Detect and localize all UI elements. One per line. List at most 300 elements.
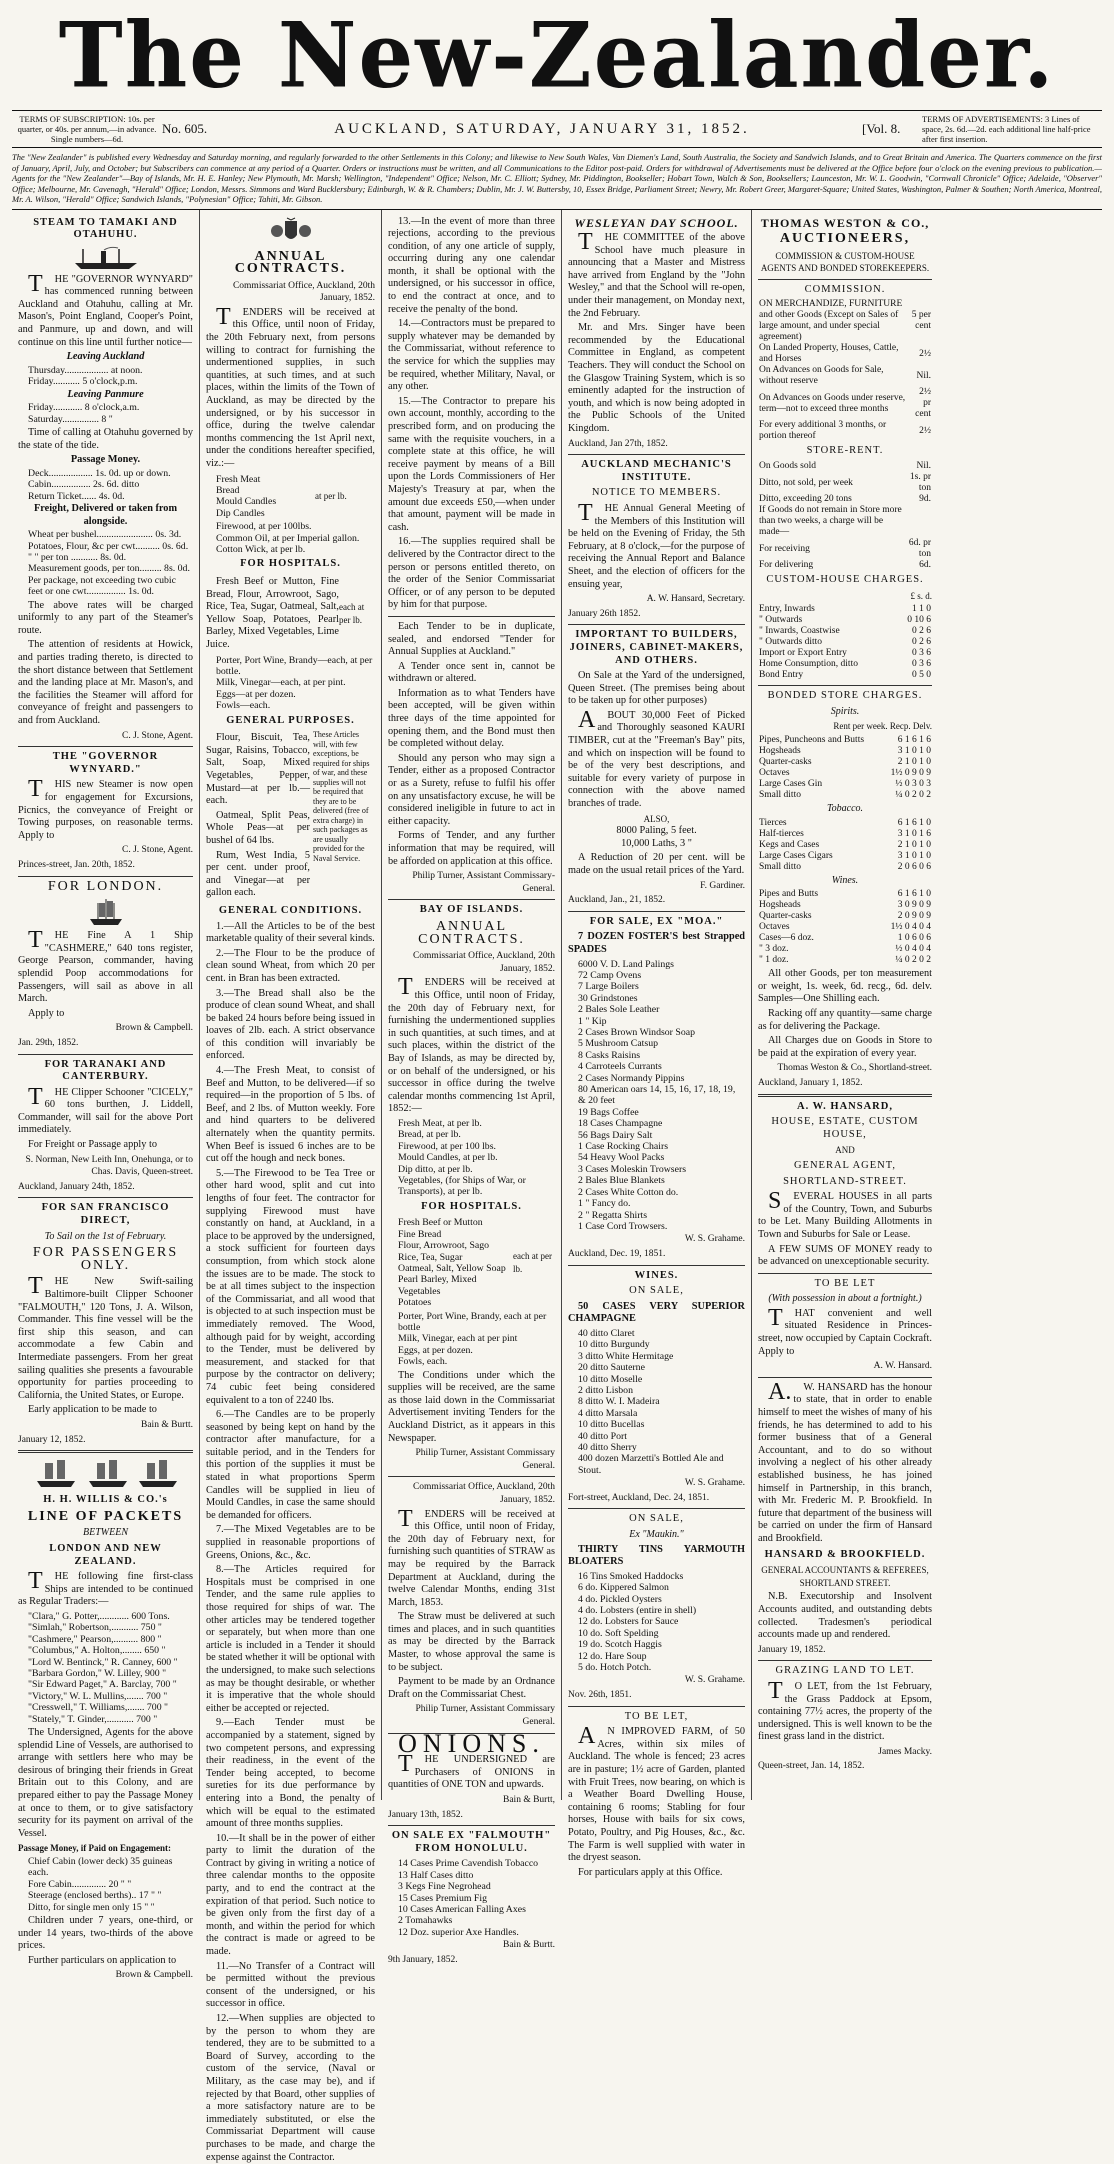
freight-row: Measurement goods, per ton......... 8s. 0d. — [28, 563, 190, 575]
table-row — [758, 343, 932, 365]
table-cell: Cases—6 doz. — [759, 933, 814, 944]
sale-item: 1 " Fancy do. — [578, 1198, 631, 1210]
ad-body: THIS new Steamer is now open for engagement for Excursions, Picnics, the conveyance of Freight or Towing purposes, on reasonable terms. Apply to — [18, 776, 193, 841]
ad-body: THE UNDERSIGNED are Purchasers of ONIONS in quantities of ONE TON and upwards. — [388, 1751, 555, 1791]
ad-heading: STORE-RENT. — [806, 445, 884, 457]
ad-signature: Philip Turner, Assistant Commissary-General. — [412, 871, 555, 894]
ship-row: "Victory," W. L. Mullins,....... 700 " — [28, 1690, 168, 1702]
table-row — [758, 461, 932, 472]
ad-heading: GENERAL CONDITIONS. — [218, 904, 363, 916]
table-cell: Large Cases Gin — [759, 779, 823, 790]
table-cell: " 3 doz. — [759, 944, 789, 955]
supply-item: Bread, at per lb. — [398, 1129, 461, 1141]
sale-item: 19 do. Scotch Haggis — [578, 1639, 662, 1651]
table-subheading: Tobacco. — [826, 803, 864, 815]
ad-note: These Articles will, with few exceptions, be required for ships of war, and these supplies will not be required that they are to be delivered (free of extra charge) in such packages as are usually provided for the Naval Service. — [313, 730, 370, 863]
ad-heading: GRAZING LAND TO LET. — [775, 1665, 915, 1677]
schedule-row: Saturday............... 8 " — [28, 413, 113, 425]
tobacco-table — [758, 818, 932, 873]
freight-row: Wheat per bushel....................... 0s. 3d. — [28, 529, 182, 541]
ad-body: AN IMPROVED FARM, of 50 Acres, within six miles of Auckland. The whole is fenced; 23 acres are in pasture; 1½ acre of Garden, planted with Fruit Trees, now bearing, on which is a Weather Board Dwelling House, containing 6 rooms; Stabling for four horses, House with bails for six cows, Potato, Poultry, and Pig Houses, &c., &c. The Farm is well supplied with water in the dryest season. — [568, 1723, 745, 1864]
ship-row: "Columbus," A. Holton,........ 650 " — [28, 1645, 166, 1657]
freight-row: Potatoes, Flour, &c per cwt.......... 0s. 6d. — [28, 540, 189, 552]
publication-notice: The "New Zealander" is published every Wednesday and Saturday morning, and regularly forwarded to the other Settlements in this Colony; and likewise to New South Wales, Van Diemen's Land, South Australia, the Society and Sandwich Islands, and to Great Britain and America. The Quarters commence on the first of January, April, July, and October; but Subscribers can commence at any period of a Quarter. Orders or instructions must be written, and all Communications to the Editor post-paid. Orders for withdrawal of Advertisements must be delivered at the Office before four o'clock on the evening previous to publication.—Agents for the "New Zealander"—Bay of Islands, Mr. H. E. Hanley; New Plymouth, Mr. Marsh; Wellington, "Independent" Office; Nelson, Mr. C. Elliott; Sydney, Mr. Piddington, Bookseller; Hobart Town, Walch & Son, Booksellers; Launceston, Mr. W. L. Goodwin, "Cornwall Chronicle" Office; Adelaide, "Observer" Office; Melbourne, Mr. Cavenagh, "Herald" Office; London, Messrs. Simmons and Ward Bucklersbury; Edinburgh, W. & R. Chambers; Dublin, Mr. J. W. Buttersby, 10, Essex Bridge, Parliament Street; Newry, Mr. Robert Greer, Margaret-Square; United States, Washington, Palmer & Southen; North America, Montreal, Mr. A. Wilson, "Herald" Office; Sandwich Islands, "Polynesian" Office; Tahiti, Mr. Gibson. — [12, 148, 1102, 210]
price-unit: each at per lb. — [513, 1251, 552, 1274]
supply-item: Fine Bread — [398, 1228, 442, 1240]
ad-subheading: THIRTY TINS YARMOUTH BLOATERS — [568, 1543, 745, 1568]
fare-row: Ditto, for single men only 15 " " — [28, 1901, 155, 1913]
ship-row: "Barbara Gordon," W. Lilley, 900 " — [28, 1667, 167, 1679]
ad-signature: Philip Turner, Assistant Commissary General. — [415, 1448, 555, 1471]
table-cell: Quarter-casks — [759, 757, 812, 768]
ad-date: Auckland, Jan., 21, 1852. — [568, 895, 666, 906]
ad-subheading: COMMISSION & CUSTOM-HOUSE AGENTS AND BONDED STOREKEEPERS. — [760, 250, 930, 274]
ad-date: Jan. 29th, 1852. — [18, 1037, 79, 1048]
sale-item: 12 Doz. superior Axe Handles. — [398, 1926, 519, 1938]
issue-number: No. 605. — [162, 121, 208, 136]
schedule-row: Friday............ 8 o'clock,a.m. — [28, 402, 140, 414]
ad-date: Queen-street, Jan. 14, 1852. — [758, 1761, 865, 1772]
ad-heading: CUSTOM-HOUSE CHARGES. — [766, 574, 924, 586]
ad-body: TENDERS will be received at this Office, until noon of Friday, the 20th day of February next, for furnishing the undermentioned supplies in such quantities, at such times, and at such places, within the district of the Bay of Islands, as may be directed by, or on behalf of the undersigned, or his successor in office during the twelve calendar months commencing 1st April, 1852:— — [388, 974, 555, 1115]
table-row — [758, 615, 932, 626]
supply-item: Fresh Beef or Mutton — [398, 1217, 483, 1229]
table-cell: 0 3 6 — [912, 648, 931, 659]
supply-item: Firewood, at per 100 lbs. — [398, 1140, 496, 1152]
ad-body: Fresh Beef or Mutton, Fine Bread, Flour, Arrowroot, Sago, Rice, Tea, Sugar, Oatmeal, Salt, Yellow Soap, Potatoes, Pearl Barley, Mixed Vegetables, Lime Juice. — [206, 576, 339, 650]
ad-heading: LONDON AND NEW ZEALAND. — [49, 1542, 162, 1567]
fare-row: Return Ticket...... 4s. 0d. — [28, 490, 125, 502]
table-row — [758, 299, 932, 343]
ad-body: For Freight or Passage apply to — [28, 1139, 157, 1151]
ad-body: The Undersigned, Agents for the above splendid Line of Vessels, are authorised to arrange with settlers here who may be desirous of bringing their friends in Great Britain out to this Colony, and are prepared either to pay the Passage Money at once to them, or to give satisfactory security for its payment on arrival of the Vessel. — [18, 1726, 193, 1839]
table-cell: Half-tierces — [759, 828, 804, 839]
ad-body: Flour, Biscuit, Tea, Sugar, Raisins, Tobacco, Salt, Soap, Mixed Vegetables, Pepper, Mustard—at per lb.—each. — [206, 732, 310, 807]
ad-signature: Bain & Burtt. — [503, 1940, 555, 1951]
condition: 6.—The Candles are to be properly seasoned by being kept on hand by the contractor after manufacture, for a suitable period, and in the Tenders for this portion of the supplies it must be stated in what proportions Sperm Candles will be supplied in lieu of Mould Candles, in case the same should be demanded for officers. — [206, 1409, 375, 1521]
table-cell: 1½ 0 9 0 9 — [890, 768, 931, 779]
ad-body: Oatmeal, Split Peas, Whole Peas—at per bushel of 64 lbs. — [206, 809, 310, 846]
sale-item: 5 do. Hotch Potch. — [578, 1661, 652, 1673]
subscription-terms: TERMS OF SUBSCRIPTION: 10s. per quarter, or 40s. per annum,—in advance. Single numbers—6d. — [17, 114, 157, 144]
supply-item: Milk, Vinegar—each, at per pint. — [216, 677, 346, 689]
supply-item: Porter, Port Wine, Brandy, each at per bottle — [398, 1310, 547, 1333]
ad-date: 9th January, 1852. — [388, 1954, 458, 1965]
sale-item: 400 dozen Marzetti's Bottled Ale and Stout. — [578, 1453, 724, 1476]
table-row — [758, 494, 932, 505]
sale-item: 3 Cases Moleskin Trowsers — [578, 1163, 687, 1175]
ad-body: THE following fine first-class Ships are intended to be continued as Regular Traders:— — [18, 1568, 193, 1608]
ad-body: For particulars apply at this Office. — [578, 1866, 723, 1878]
table-row — [758, 889, 932, 900]
table-row — [758, 626, 932, 637]
table-cell: 2 1 0 1 0 — [897, 757, 931, 768]
table-cell: 2½ pr cent — [915, 387, 931, 420]
sale-item: 40 ditto Port — [578, 1430, 627, 1442]
table-row — [758, 851, 932, 862]
ad-heading: ON SALE, — [629, 1513, 684, 1525]
sale-item: 4 do. Pickled Oysters — [578, 1593, 662, 1605]
table-cell: 5 per cent — [911, 310, 931, 332]
sale-item: 10 ditto Burgundy — [578, 1339, 650, 1351]
ad-heading: WINES. — [634, 1269, 679, 1281]
fare-row: Fore Cabin.............. 20 " " — [28, 1878, 132, 1890]
sale-item: 2 ditto Lisbon — [578, 1384, 633, 1396]
ad-signature: Brown & Campbell. — [115, 1023, 193, 1034]
table-cell: 6 1 6 1 0 — [897, 889, 931, 900]
ad-body: Rum, West India, 5 per cent. under proof, and Vinegar—at per gallon each. — [206, 849, 310, 899]
ad-signature: Bain & Burtt, — [503, 1795, 555, 1805]
supply-item: Common Oil, at per Imperial gallon. — [216, 532, 360, 544]
sale-item: 1 Case Cord Trowsers. — [578, 1220, 668, 1232]
ad-heading: TO BE LET, — [624, 1710, 689, 1722]
ad-subheading: 7 DOZEN FOSTER'S best Strapped SPADES — [568, 931, 745, 955]
column-1 — [12, 210, 200, 1981]
table-cell: On Advances on Goods under reserve, term—not to exceed three months — [759, 392, 906, 414]
sale-item: 1 " Kip — [578, 1015, 607, 1027]
supply-item: Mould Candles, at per lb. — [398, 1152, 498, 1164]
custom-house-table — [758, 604, 932, 681]
ad-subheading: To Sail on the 1st of February. — [44, 1230, 167, 1242]
ad-body: Forms of Tender, and any further information that may be required, will be afforded on application at this office. — [388, 830, 555, 867]
ad-body: ABOUT 30,000 Feet of Picked and Thoroughly seasoned KAURI TIMBER, cut at the "Freeman's Bay" pits, and which on inspection will be found to be of the very best descriptions, and suitable for every variety of purpose in connection with the above named branches of trade. — [568, 706, 745, 810]
ad-body: The Conditions under which the supplies will be received, are the same as those laid down in the Commissariat Advertisement inviting Tenders for the Auckland District, as it appears in this Newspaper. — [388, 1369, 555, 1444]
ad-signature: W. S. Grahame. — [684, 1478, 745, 1489]
ad-subheading: GENERAL ACCOUNTANTS & REFEREES, SHORTLAND STREET. — [761, 1565, 929, 1588]
ad-heading: BONDED STORE CHARGES. — [767, 690, 923, 702]
condition: 11.—No Transfer of a Contract will be permitted without the previous consent of the undersigned, or his successor in office. — [206, 1960, 375, 2010]
ad-body: Should any person who may sign a Tender, either as a proposed Contractor or as a Surety, refuse to fulfil his offer on any unsatisfactory excuse, he will be considered ineligible in future to act in either capacity. — [388, 752, 555, 827]
table-cell: ½ 0 4 0 4 — [895, 944, 931, 955]
table-cell — [906, 505, 932, 538]
table-cell: Tierces — [759, 817, 787, 828]
ad-body: SEVERAL HOUSES in all parts of the Country, Town, and Suburbs to be Let. Many Building Allotments in Town and Suburbs for Sale or Lease. — [758, 1188, 932, 1240]
sale-item: 12 do. Hare Soup — [578, 1650, 647, 1662]
table-cell: 0 5 0 — [912, 670, 931, 681]
ad-heading: LINE OF PACKETS — [27, 1508, 184, 1524]
supply-item: Flour, Arrowroot, Sago — [398, 1240, 490, 1252]
ad-date: Auckland, January 24th, 1852. — [18, 1181, 135, 1192]
fare-row: Cabin................ 2s. 6d. ditto — [28, 479, 140, 491]
ad-body: THE Fine A 1 Ship "CASHMERE," 640 tons register, George Pearson, commander, having splendid Poop accommodations for Passengers, will sail as above in all March. — [18, 927, 193, 1005]
sale-item: 2 Tomahawks — [398, 1915, 453, 1927]
table-row — [758, 768, 932, 779]
commission-table — [758, 299, 932, 442]
table-row — [758, 604, 932, 615]
sale-item: 2 Cases Brown Windsor Soap — [578, 1027, 695, 1038]
ad-body: The attention of residents at Howick, and parties trading thereto, is directed to the short distance between that Settlement and the landing place at Mr. Mason's, and the facilities the Steamer will afford for conveyance of freight and passengers to and from Auckland. — [18, 639, 193, 727]
supply-item: Dip Candles — [216, 507, 265, 519]
sale-item: 30 Grindstones — [578, 992, 638, 1004]
supply-item: Fowls—each. — [216, 700, 271, 712]
table-row — [758, 637, 932, 648]
spirits-table — [758, 735, 932, 801]
ad-heading: IMPORTANT TO BUILDERS, JOINERS, CABINET-MAKERS, AND OTHERS. — [569, 629, 744, 666]
sale-item: 1 Case Rocking Chairs — [578, 1141, 669, 1153]
table-cell: " Outwards ditto — [759, 637, 822, 648]
ad-heading: ANNUAL CONTRACTS. — [234, 248, 347, 277]
sale-item: 2 Cases Normandy Pippins — [578, 1072, 685, 1084]
table-row — [758, 911, 932, 922]
ad-heading: FOR HOSPITALS. — [240, 558, 341, 570]
sale-item: 80 American oars 14, 15, 16, 17, 18, 19, & 20 feet — [578, 1084, 736, 1107]
ad-heading: SHORTLAND-STREET. — [783, 1175, 907, 1187]
sale-item: 13 Half Cases ditto — [398, 1869, 474, 1881]
supply-item: Oatmeal, Salt, Yellow Soap — [398, 1262, 506, 1274]
ad-body: All Charges due on Goods in Store to be paid at the expiration of every year. — [758, 1035, 932, 1059]
ship-row: "Simlah," Robertson,........... 750 " — [28, 1622, 162, 1634]
ad-heading: FOR HOSPITALS. — [421, 1200, 522, 1212]
table-cell: Ditto, exceeding 20 tons — [759, 494, 852, 505]
sale-item: 2 " Regatta Shirts — [578, 1209, 648, 1221]
ad-body: THE New Swift-sailing Baltimore-built Clipper Schooner "FALMOUTH," 120 Tons, J. A. Wilson, Commander. This fine vessel will be the first ship this season, and can accommodate a few Cabin and Intermediate passengers. From her great sailing qualities she presents a favourable opportunity for parties proceeding to California, the United States, or Europe. — [18, 1273, 193, 1401]
sale-item: 54 Heavy Wool Packs — [578, 1152, 665, 1164]
sale-item: 19 Bags Coffee — [578, 1106, 639, 1118]
table-cell: For delivering — [759, 560, 814, 571]
table-cell: 2 1 0 1 0 — [897, 839, 931, 850]
sale-item: 10 Cases American Falling Axes — [398, 1904, 526, 1915]
table-cell: On Goods sold — [759, 461, 817, 472]
sailing-ship-icon — [18, 897, 193, 927]
sale-item: 5 Mushroom Catsup — [578, 1038, 659, 1050]
table-row — [758, 659, 932, 670]
ad-date: January 26th 1852. — [568, 608, 641, 619]
ad-subheading: ALSO, — [643, 813, 670, 824]
freight-row: " " per ton ........... 8s. 0d. — [28, 552, 127, 564]
condition: 9.—Each Tender must be accompanied by a statement, signed by two competent persons, and expressing their readiness, in the event of the Tender being accepted, to become sureties for its due performance by entering into a Bond, the penalty of which will be equal to the estimated amount of three months supplies. — [206, 1717, 375, 1830]
schedule-row: Friday........... 5 o'clock,p.m. — [28, 376, 138, 388]
ad-body: The Straw must be delivered at such times and places, and in such quantities as may be directed by the Barrack Master, to whose approval the same is to be subject. — [388, 1611, 555, 1673]
ad-date: Auckland, January 1, 1852. — [758, 1077, 863, 1088]
table-cell: Entry, Inwards — [759, 604, 815, 615]
table-row — [758, 944, 932, 955]
fare-row: Deck.................. 1s. 0d. up or down. — [28, 467, 171, 479]
ad-heading: ANNUAL CONTRACTS. — [418, 918, 525, 947]
sale-item: 40 ditto Claret — [578, 1327, 635, 1339]
ad-heading: WESLEYAN DAY SCHOOL. — [574, 215, 739, 230]
ad-body: A Reduction of 20 per cent. will be made on the usual retail prices of the Yard. — [568, 852, 745, 876]
ad-date: January 19, 1852. — [758, 1644, 826, 1655]
royal-arms-icon — [206, 217, 375, 247]
ad-body: Early application to be made to — [28, 1404, 157, 1416]
ad-heading: NOTICE TO MEMBERS. — [591, 487, 722, 499]
table-row — [758, 862, 932, 873]
ad-subheading: BETWEEN — [83, 1527, 128, 1539]
supply-item: Porter, Port Wine, Brandy—each, at per bottle. — [216, 654, 373, 677]
dateline: AUCKLAND, SATURDAY, JANUARY 31, 1852. — [334, 120, 750, 137]
ad-body: TENDERS will be received at this Office, until noon of Friday, the 20th day of February next, for furnishing such quantities of STRAW as may be required by the Barrack Department at Auckland, during the twelve Calendar Months, ending 31st March, 1853. — [388, 1505, 555, 1608]
sale-item: 56 Bags Dairy Salt — [578, 1129, 653, 1141]
table-cell: Pipes, Puncheons and Butts — [759, 735, 865, 746]
table-row — [758, 900, 932, 911]
ad-signature: Brown & Campbell. — [115, 1970, 193, 1981]
supply-item: Firewood, at per 100lbs. — [216, 521, 312, 533]
table-cell: 3 0 9 0 9 — [897, 900, 931, 911]
sale-item: 7 Large Boilers — [578, 981, 639, 993]
ship-row: "Stately," T. Ginder,........... 700 " — [28, 1713, 158, 1725]
ad-heading: FOR SALE, EX "MOA." — [589, 915, 724, 927]
table-cell: 6 1 6 1 6 — [897, 735, 931, 746]
supply-item: Dip ditto, at per lb. — [398, 1163, 473, 1175]
table-row — [758, 365, 932, 387]
ad-place-date: Commissariat Office, Auckland, 20th January, 1852. — [232, 280, 375, 304]
table-row — [758, 955, 932, 966]
ad-subheading: 50 CASES VERY SUPERIOR CHAMPAGNE — [568, 1300, 745, 1325]
column-3 — [382, 210, 562, 1965]
table-row — [758, 840, 932, 851]
sale-item: 40 ditto Sherry — [578, 1441, 637, 1453]
ad-body: A Tender once sent in, cannot be withdrawn or altered. — [388, 660, 555, 685]
table-row — [758, 922, 932, 933]
ad-body: The above rates will be charged uniformly to any part of the Steamer's route. — [18, 599, 193, 636]
supply-item: Potatoes — [398, 1297, 432, 1309]
sale-item: 2 Bales Blue Blankets — [578, 1175, 665, 1187]
table-cell: Small ditto — [759, 790, 801, 801]
ad-date: Fort-street, Auckland, Dec. 24, 1851. — [568, 1492, 710, 1503]
ad-body: Children under 7 years, one-third, or under 14 years, two-thirds of the above prices. — [18, 1914, 193, 1952]
steamer-icon — [18, 245, 193, 271]
ad-heading: AUCTIONEERS, — [779, 231, 911, 247]
table-row — [758, 538, 932, 560]
column-4 — [562, 210, 752, 1878]
ad-heading: AUCKLAND MECHANIC'S INSTITUTE. — [581, 459, 732, 483]
ad-body: THE COMMITTEE of the above School have much pleasure in announcing that a Master and Mistress have arrived from England by the "John Wesley," and that the School will re-open, under their management, on Monday next, the 2nd February. — [568, 229, 745, 319]
ad-heading: TO BE LET — [814, 1277, 876, 1289]
ad-body: THE "GOVERNOR WYNYARD" has commenced running between Auckland and Otahuhu, calling at Mr. Mason's, Point England, Cooper's Point, and Panmure, up and down, and will continue on this line until further notice— — [18, 270, 193, 348]
ad-heading: GENERAL PURPOSES. — [226, 714, 355, 726]
ship-row: "Clara," G. Potter,............ 600 Tons. — [28, 1610, 170, 1622]
ad-date: January 13th, 1852. — [388, 1809, 463, 1820]
sale-item: 8000 Paling, 5 feet. — [616, 825, 697, 837]
ad-place-date: Commissariat Office, Auckland, 20th January, 1852. — [412, 1482, 555, 1505]
table-cell: 1 0 6 0 6 — [897, 933, 931, 944]
ad-heading: COMMISSION. — [804, 283, 886, 295]
sale-item: 4 do. Lobsters (entire in shell) — [578, 1604, 697, 1616]
table-cell: ¼ 0 2 0 2 — [895, 955, 931, 966]
ad-heading: THOMAS WESTON & CO., — [760, 215, 930, 230]
ad-heading: ON SALE, — [629, 1285, 684, 1297]
supply-item: Rice, Tea, Sugar — [398, 1251, 463, 1263]
sale-item: 20 ditto Sauterne — [578, 1362, 645, 1374]
supply-item: Mould Candles — [216, 496, 277, 508]
sale-item: 2 Cases White Cotton do. — [578, 1186, 679, 1198]
sale-item: 4 ditto Marsala — [578, 1407, 638, 1419]
table-cell: Octaves — [759, 768, 790, 779]
table-row — [758, 818, 932, 829]
wines-table — [758, 889, 932, 966]
condition: 2.—The Flour to be the produce of clean sound Wheat, from which 20 per cent. in Bran has been extracted. — [206, 947, 375, 984]
table-cell: Quarter-casks — [759, 911, 812, 922]
sale-item: 18 Cases Champagne — [578, 1118, 663, 1130]
ad-heading: HOUSE, ESTATE, CUSTOM HOUSE, — [771, 1116, 919, 1140]
volume-number: [Vol. 8. — [862, 121, 901, 136]
table-row — [758, 757, 932, 768]
ad-body: N.B. Executorship and Insolvent Accounts audited, and outstanding debts collected. Tradesmen's periodical accounts made up and rendered. — [758, 1591, 932, 1641]
table-row — [758, 505, 932, 538]
table-cell: ¼ 0 2 0 2 — [895, 790, 931, 801]
table-row — [758, 670, 932, 681]
table-header: £ s. d. — [910, 590, 932, 601]
ad-body: A FEW SUMS OF MONEY ready to be advanced on unexceptionable security. — [758, 1243, 932, 1268]
table-cell: For receiving — [759, 543, 810, 554]
table-cell: ½ 0 3 0 3 — [895, 779, 931, 790]
sale-item: 2 Bales Sole Leather — [578, 1004, 660, 1016]
fare-row: Steerage (enclosed berths).. 17 " " — [28, 1890, 162, 1902]
ad-signature: C. J. Stone, Agent. — [122, 845, 193, 856]
table-cell: Ditto, not sold, per week — [759, 477, 853, 488]
ad-body: Apply to — [28, 1007, 65, 1019]
table-cell: Hogsheads — [759, 900, 801, 911]
ad-heading: STEAM TO TAMAKI AND OTAHUHU. — [33, 216, 178, 241]
sale-item: 3 Kegs Fine Negrohead — [398, 1881, 491, 1893]
condition: 1.—All the Articles to be of the best marketable quality of their several kinds. — [206, 920, 375, 945]
condition: 15.—The Contractor to prepare his own account, monthly, according to the prescribed form, and on producing the same with the requisite vouchers, in a complete state at this office, he will receive payment by means of a Bill upon the Lords Commissioners of Her Majesty's Treasury at par, when the amount due exceeds £50,—when under that amount, payment will be made in cash. — [388, 395, 555, 533]
supply-item: Fresh Meat — [216, 473, 261, 485]
table-cell: For every additional 3 months, or portion thereof — [759, 420, 887, 442]
table-cell: Octaves — [759, 922, 790, 933]
ad-date: January 12, 1852. — [18, 1434, 86, 1445]
condition: 10.—It shall be in the power of either party to limit the duration of the Contract by giving in writing a notice of three calendar months to the opposite party, and to end the contract at the expiration of that period. Such notice to be given only from the first day of a month, and within the period for which the contract is made or agreed to be made. — [206, 1832, 375, 1958]
ad-heading: FOR PASSENGERS ONLY. — [32, 1245, 179, 1273]
condition: 13.—In the event of more than three rejections, according to the previous condition, of any one article of supply, occurring during any one calendar month, it shall be optional with the undersigned, or his successor in office, to end the contract at once, and to receive the penalty of the bond. — [388, 215, 555, 315]
sale-item: 10 do. Soft Spelding — [578, 1627, 659, 1639]
condition: 4.—The Fresh Meat, to consist of Beef and Mutton, to be delivered—if so required—in the proportion of 5 lbs. of Beef, and 2 lbs. of Mutton weekly. Fore and hind quarters to be delivered alternately when the quantity permits. When Beef is issued 6 inches are to be cut off the hough and neck bones. — [206, 1065, 375, 1165]
ad-subheading: Ex "Maukin." — [629, 1528, 684, 1540]
sale-item: 12 do. Lobsters for Sauce — [578, 1616, 679, 1628]
ad-body: Payment to be made by an Ordnance Draft on the Commissariat Chest. — [388, 1676, 555, 1700]
table-row — [758, 560, 932, 571]
table-row — [758, 829, 932, 840]
ad-date: Princes-street, Jan. 20th, 1852. — [18, 859, 135, 870]
condition: 5.—The Firewood to be Tea Tree or other hard wood, split and cut into lengths of four feet. The contractor for supplying Firewood must have constantly on hand, at Auckland, in a place to be approved by the undersigned, a stock sufficient for fourteen days consumption, from which stock alone the issues are to be made. The stock to be at all times subject to the inspection of the Commissariat, and all wood that is objected to at such inspection must be immediately removed. The Wood, although paid for by weight, according to the Tender, must be delivered by measurement, and stacked for that purpose by the contractor on delivery; 74 cubic feet being considered equivalent to a ton of 2240 lbs. — [206, 1167, 375, 1406]
sale-item: 10,000 Laths, 3 " — [621, 837, 692, 849]
sale-item: 6 do. Kippered Salmon — [578, 1582, 669, 1594]
condition: 7.—The Mixed Vegetables are to be supplied in reasonable proportions of Greens, Onions, &c., &c. — [206, 1524, 375, 1561]
sale-item: 8 ditto W. I. Madeira — [578, 1396, 660, 1408]
ad-body: Each Tender to be in duplicate, sealed, and endorsed "Tender for Annual Supplies at Auckland." — [388, 620, 555, 658]
sale-item: 3 ditto White Hermitage — [578, 1350, 674, 1362]
supply-item: Pearl Barley, Mixed Vegetables — [398, 1274, 477, 1297]
ad-date: Auckland, Jan 27th, 1852. — [568, 438, 668, 449]
table-cell: 6d. — [919, 560, 931, 571]
ad-body: Information as to what Tenders have been accepted, will be given within three days of the time appointed for opening them, and the Bond must then be completed without delay. — [388, 687, 555, 750]
table-cell: 0 2 6 — [912, 626, 931, 637]
table-cell: ON MERCHANDIZE, FURNITURE and other Goods (Except on Sales of large amount, and under special agreement) — [759, 299, 903, 343]
table-cell: 9d. — [919, 494, 931, 505]
table-cell: On Advances on Goods for Sale, without reserve — [759, 365, 884, 387]
table-cell: 6 1 6 1 0 — [897, 817, 931, 828]
ad-signature: A. W. Hansard. — [873, 1361, 932, 1372]
table-row — [758, 933, 932, 944]
ships-illustration — [18, 1457, 193, 1491]
ad-signature: Bain & Burtt. — [141, 1419, 193, 1430]
ad-signature: S. Norman, New Leith Inn, Onehunga, or to Chas. Davis, Queen-street. — [25, 1154, 193, 1178]
table-cell: 0 2 6 — [912, 637, 931, 648]
table-cell: Import or Export Entry — [759, 648, 847, 659]
table-row — [758, 746, 932, 757]
table-cell: 6d. pr ton — [908, 538, 931, 560]
supply-item: Vegetables, (for Ships of War, or Transports), at per lb. — [398, 1174, 526, 1198]
condition: 3.—The Bread shall also be the produce of clean sound Wheat, and shall be baked 24 hours before being issued in loaves of 2lb. each. A strict observance of this condition will invariably be enforced. — [206, 987, 375, 1062]
ad-signature: James Macky. — [878, 1746, 932, 1757]
supply-item: Eggs, at per dozen. — [398, 1344, 473, 1356]
ad-heading: A. W. HANSARD, — [797, 1100, 893, 1112]
fare-row: Chief Cabin (lower deck) 35 guineas each. — [28, 1855, 173, 1879]
store-rent-table — [758, 461, 932, 571]
sale-item: 14 Cases Prime Cavendish Tobacco — [398, 1858, 539, 1870]
sale-item: 10 ditto Bucellas — [578, 1419, 645, 1431]
table-cell: Large Cases Cigars — [759, 850, 833, 861]
